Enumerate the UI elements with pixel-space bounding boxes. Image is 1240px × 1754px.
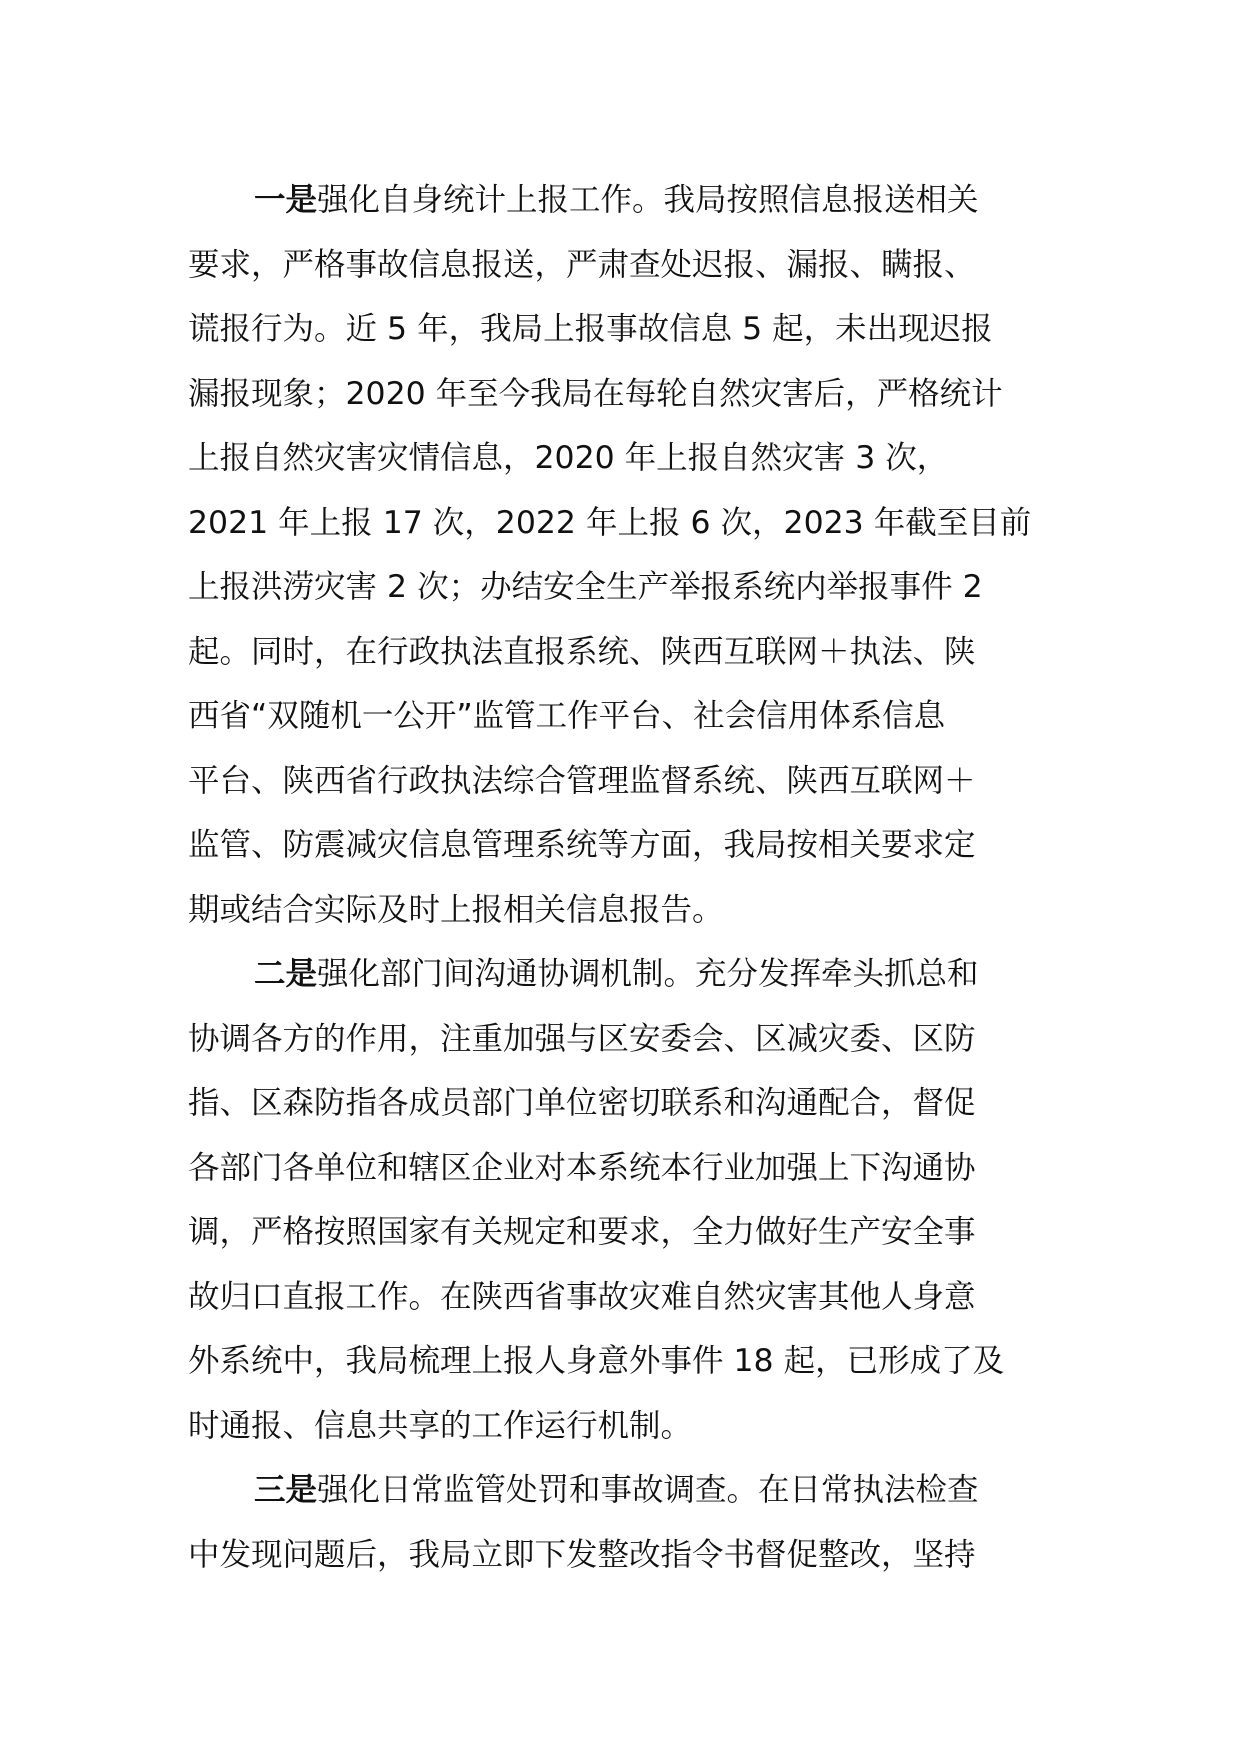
paragraph-2-lead: 二是 xyxy=(254,956,318,992)
document-body xyxy=(188,168,1058,1587)
paragraph-2-line-2: 协调各方的作用，注重加强与区安委会、区减灾委、区防 xyxy=(188,1020,976,1057)
paragraph-3-lead: 三是 xyxy=(254,1472,318,1508)
paragraph-1-line-6: 2021 年上报 17 次，2022 年上报 6 次，2023 年截至目前 xyxy=(188,504,1032,541)
paragraph-3-line-2: 中发现问题后，我局立即下发整改指令书督促整改，坚持 xyxy=(188,1536,976,1573)
paragraph-2-text: 强化部门间沟通协调机制。充分发挥牵头抓总和 xyxy=(317,956,979,992)
paragraph-2-line-4: 各部门各单位和辖区企业对本系统本行业加强上下沟通协 xyxy=(188,1149,976,1186)
paragraph-1-lead: 一是 xyxy=(254,182,318,218)
paragraph-2-line-1 xyxy=(188,942,1058,1007)
paragraph-2-line-6: 故归口直报工作。在陕西省事故灾难自然灾害其他人身意 xyxy=(188,1278,976,1315)
paragraph-2-line-7: 外系统中，我局梳理上报人身意外事件 18 起，已形成了及 xyxy=(188,1343,1005,1379)
paragraph-3-line-1 xyxy=(188,1458,1058,1523)
paragraph-1-line-1 xyxy=(188,168,1058,233)
paragraph-1-line-11: 监管、防震减灾信息管理系统等方面，我局按相关要求定 xyxy=(188,827,976,863)
paragraph-1-line-3: 谎报行为。近 5 年，我局上报事故信息 5 起，未出现迟报 xyxy=(188,311,993,347)
paragraph-3-text: 强化日常监管处罚和事故调查。在日常执法检查 xyxy=(317,1472,979,1508)
paragraph-1-line-8: 起。同时，在行政执法直报系统、陕西互联网＋执法、陕 xyxy=(188,633,976,670)
paragraph-2-line-3: 指、区森防指各成员部门单位密切联系和沟通配合，督促 xyxy=(188,1085,976,1121)
paragraph-1-text: 强化自身统计上报工作。我局按照信息报送相关 xyxy=(317,182,979,218)
paragraph-1-line-2: 要求，严格事故信息报送，严肃查处迟报、漏报、瞒报、 xyxy=(188,246,976,283)
paragraph-1-line-7: 上报洪涝灾害 2 次；办结安全生产举报系统内举报事件 2 xyxy=(188,569,983,605)
paragraph-1-line-12: 期或结合实际及时上报相关信息报告。 xyxy=(188,891,724,928)
paragraph-1-line-10: 平台、陕西省行政执法综合管理监督系统、陕西互联网＋ xyxy=(188,762,976,799)
paragraph-2-line-8: 时通报、信息共享的工作运行机制。 xyxy=(188,1407,693,1444)
paragraph-1-line-4: 漏报现象；2020 年至今我局在每轮自然灾害后，严格统计 xyxy=(188,375,1003,412)
paragraph-1-line-5: 上报自然灾害灾情信息，2020 年上报自然灾害 3 次， xyxy=(188,440,949,476)
paragraph-1-line-9: 西省“双随机一公开”监管工作平台、社会信用体系信息 xyxy=(188,698,946,734)
paragraph-2-line-5: 调，严格按照国家有关规定和要求，全力做好生产安全事 xyxy=(188,1214,976,1250)
